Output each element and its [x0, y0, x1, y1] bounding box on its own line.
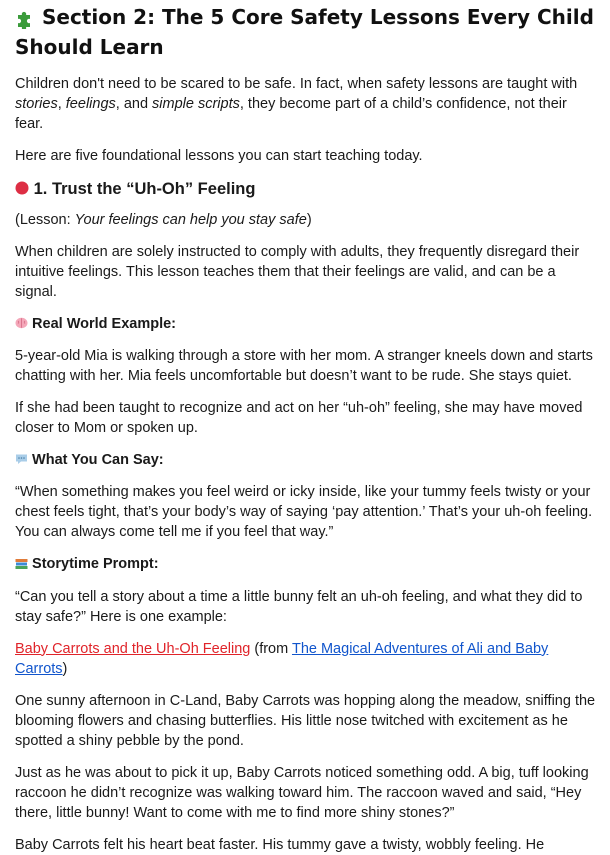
storytime-prompt: “Can you tell a story about a time a little bunny felt an uh-oh feeling, and what they did to stay safe?” Here is one example: [15, 588, 583, 625]
say-label: What You Can Say: [32, 452, 164, 469]
story-paragraph-1: One sunny afternoon in C-Land, Baby Carrots was hopping along the meadow, sniffing the blooming flowers and chasing butterflies. His little nose twitched with excitement as he spotted a shiny pebble by the pond. [15, 692, 596, 749]
intro-emphasis: simple scripts [152, 95, 240, 112]
red-circle-icon [15, 178, 29, 200]
lesson-emphasis: Your feelings can help you stay safe [74, 212, 307, 229]
example-paragraph-1: 5-year-old Mia is walking through a store with her mom. A stranger kneels down and starts chatting with her. Mia feels uncomfortable but doesn’t want to be rude. She stays quiet. [15, 348, 593, 385]
books-icon [15, 555, 28, 575]
from-prefix: (from [250, 640, 292, 657]
intro-text: , and [115, 95, 153, 112]
lesson-body: When children are solely instructed to comply with adults, they frequently disregard their intuitive feelings. This lesson teaches them that their feelings are valid, and can be a signal. [15, 244, 580, 301]
intro-paragraph-2: Here are five foundational lessons you can start teaching today. [15, 147, 423, 164]
story-title-link[interactable]: Baby Carrots and the Uh-Oh Feeling [15, 640, 251, 657]
say-heading [15, 450, 596, 470]
example-paragraph-2: If she had been taught to recognize and act on her “uh-oh” feeling, she may have moved closer to Mom or spoken up. [15, 400, 583, 437]
intro-text: , they become part of a child’s confidence, not their fear. [15, 95, 567, 132]
brain-icon [15, 314, 28, 334]
intro-text: , [57, 95, 66, 112]
section-heading [15, 0, 596, 61]
storytime-heading [15, 554, 596, 574]
intro-emphasis: feelings [65, 95, 116, 112]
story-paragraph-2: Just as he was about to pick it up, Baby Carrots noticed something odd. A big, tuff looking raccoon he didn’t recognize was walking toward him. The raccoon waved and said, “Hey there, little bunny! Want to come with me to find more shiny stones?” [15, 764, 589, 821]
example-heading [15, 314, 596, 334]
speech-bubble-icon [15, 450, 28, 470]
lesson-suffix: ) [306, 212, 312, 229]
intro-paragraph [15, 74, 596, 134]
story-source [15, 639, 596, 679]
lesson-heading [15, 178, 596, 201]
lesson-title: 1. Trust the “Uh-Oh” Feeling [33, 179, 256, 198]
book-title-link[interactable]: The Magical Adventures of Ali and Baby Carrots [15, 640, 549, 677]
intro-text: Children don't need to be scared to be safe. In fact, when safety lessons are taught with [15, 75, 578, 92]
example-label: Real World Example: [32, 316, 176, 333]
lesson-statement [15, 210, 596, 230]
say-quote: “When something makes you feel weird or icky inside, like your tummy feels twisty or your chest feels tight, that’s your body’s way of saying ‘pay attention.’ That’s your uh-oh feeling. You can always come tell me if you feel that way.” [15, 484, 593, 541]
intro-emphasis: stories [15, 95, 58, 112]
storytime-label: Storytime Prompt: [32, 556, 159, 573]
puzzle-piece-icon [15, 5, 35, 33]
story-paragraph-3: Baby Carrots felt his heart beat faster. His tummy gave a twisty, wobbly feeling. He [15, 836, 545, 853]
lesson-prefix: (Lesson: [15, 212, 75, 229]
from-suffix: ) [62, 660, 68, 677]
section-title: Section 2: The 5 Core Safety Lessons Every Child Should Learn [15, 5, 594, 59]
